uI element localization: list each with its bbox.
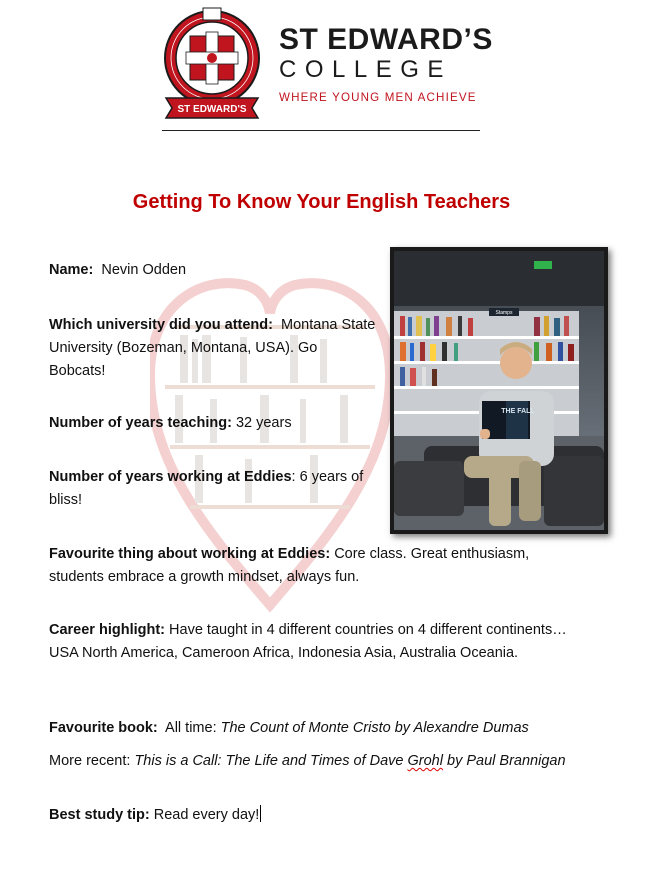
career-highlight-field — [49, 619, 579, 665]
years-teaching-label: Number of years teaching: — [49, 415, 232, 431]
text-cursor — [260, 805, 261, 822]
study-tip-label: Best study tip: — [49, 807, 150, 823]
university-field — [49, 314, 377, 383]
book-alltime-title: The Count of Monte Cristo by Alexandre Dumas — [220, 720, 529, 736]
school-name-line2: COLLEGE — [279, 56, 452, 83]
teacher-photo-image — [394, 251, 604, 530]
favourite-book-field — [49, 717, 609, 740]
years-eddies-value: : 6 years of bliss! — [49, 469, 364, 508]
recent-book-field — [49, 750, 609, 773]
teacher-photo — [390, 247, 608, 534]
page-title: Getting To Know Your English Teachers — [132, 191, 511, 213]
crest-ribbon-text: ST EDWARD'S — [177, 104, 247, 115]
header-divider — [162, 130, 480, 131]
favourite-thing-value: Core class. Great enthusiasm, students embrace a growth mindset, always fun. — [49, 546, 530, 585]
name-field — [49, 259, 377, 282]
favourite-thing-label: Favourite thing about working at Eddies: — [49, 546, 331, 562]
school-wordmark — [279, 23, 493, 104]
photo-book-title: THE FALL — [501, 408, 535, 415]
name-value: Nevin Odden — [101, 262, 187, 278]
favourite-book-label: Favourite book: — [49, 720, 158, 736]
book-recent-prefix: More recent: — [49, 753, 131, 769]
school-tagline: WHERE YOUNG MEN ACHIEVE — [279, 91, 477, 104]
favourite-thing-field — [49, 543, 569, 589]
book-recent-title-3: by Paul Brannigan — [447, 753, 566, 769]
university-label: Which university did you attend: — [49, 317, 273, 333]
years-teaching-value: 32 years — [235, 415, 292, 431]
career-highlight-label: Career highlight: — [49, 622, 166, 638]
study-tip-field — [49, 804, 609, 827]
book-recent-title-1: This is a Call: The Life and Times of Dave — [134, 753, 404, 769]
college-crest-logo — [160, 6, 264, 130]
university-value: Montana State University (Bozeman, Montana, USA). Go Bobcats! — [49, 317, 376, 379]
name-label: Name: — [49, 262, 94, 278]
years-teaching-field — [49, 412, 377, 435]
book-alltime-prefix: All time: — [165, 720, 217, 736]
years-eddies-field — [49, 466, 377, 512]
study-tip-value: Read every day! — [153, 807, 260, 823]
career-highlight-value: Have taught in 4 different countries on 4 different continents…USA North America, Cameroon Africa, Indonesia Asia, Australia Oceania. — [49, 622, 567, 661]
book-recent-title-2: Grohl — [407, 753, 443, 769]
years-eddies-label: Number of years working at Eddies — [49, 469, 292, 485]
shelf-sign-text: Stamps — [495, 310, 513, 316]
school-name-line1: ST EDWARD’S — [279, 23, 493, 56]
